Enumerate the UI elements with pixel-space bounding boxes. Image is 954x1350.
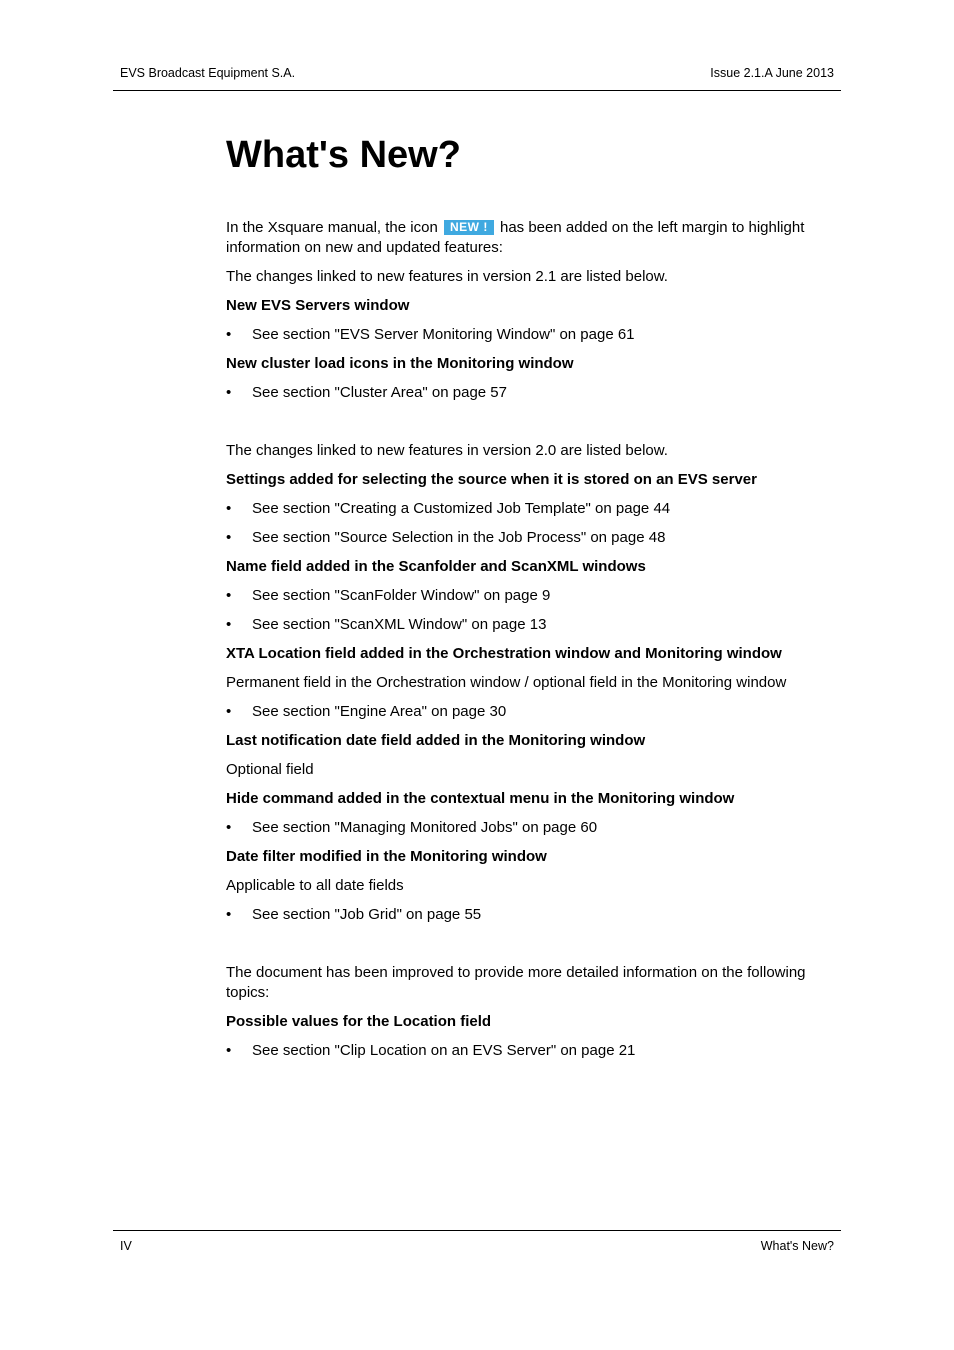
list-item: [226, 905, 826, 925]
page-footer: [113, 1230, 841, 1253]
bullet-icon: •: [226, 819, 232, 836]
list-item: [226, 383, 826, 403]
section-heading: Name field added in the Scanfolder and ScanXML windows: [226, 558, 646, 575]
list-item: [226, 1041, 826, 1061]
section-heading: New cluster load icons in the Monitoring window: [226, 355, 574, 372]
page-content: [226, 130, 826, 1070]
intro-paragraph: In the Xsquare manual, the icon NEW ! has been added on the left margin to highlight information on new and updated features:: [226, 219, 805, 256]
bullet-icon: •: [226, 587, 232, 604]
bullet-icon: •: [226, 529, 232, 546]
list-item: [226, 499, 826, 519]
new-badge-icon: NEW !: [444, 220, 494, 235]
improved-intro: The document has been improved to provide more detailed information on the following topics:: [226, 964, 806, 1001]
bullet-icon: •: [226, 703, 232, 720]
cross-reference-link[interactable]: See section "Managing Monitored Jobs" on page 60: [252, 819, 598, 836]
v20-intro: The changes linked to new features in version 2.0 are listed below.: [226, 442, 668, 459]
section-heading: XTA Location field added in the Orchestration window and Monitoring window: [226, 645, 782, 662]
section-heading: Date filter modified in the Monitoring window: [226, 848, 547, 865]
bullet-icon: •: [226, 906, 232, 923]
cross-reference-link[interactable]: See section "Clip Location on an EVS Server" on page 21: [252, 1042, 636, 1059]
section-heading: Possible values for the Location field: [226, 1013, 492, 1030]
bullet-icon: •: [226, 616, 232, 633]
section-heading: Settings added for selecting the source when it is stored on an EVS server: [226, 471, 757, 488]
spacer: [226, 412, 826, 441]
section-text: Permanent field in the Orchestration window / optional field in the Monitoring window: [226, 674, 787, 691]
cross-reference-link[interactable]: See section "Engine Area" on page 30: [252, 703, 507, 720]
list-item: [226, 528, 826, 548]
spacer: [226, 934, 826, 963]
page-title: What's New?: [226, 134, 461, 176]
v21-intro: The changes linked to new features in version 2.1 are listed below.: [226, 268, 668, 285]
bullet-icon: •: [226, 384, 232, 401]
footer-page-number: IV: [120, 1239, 132, 1253]
list-item: [226, 586, 826, 606]
header-company: EVS Broadcast Equipment S.A.: [120, 66, 296, 80]
bullet-icon: •: [226, 326, 232, 343]
section-heading: Hide command added in the contextual menu in the Monitoring window: [226, 790, 735, 807]
section-heading: New EVS Servers window: [226, 297, 410, 314]
list-item: [226, 615, 826, 635]
cross-reference-link[interactable]: See section "Job Grid" on page 55: [252, 906, 482, 923]
page-header: [113, 66, 841, 91]
section-text: Applicable to all date fields: [226, 877, 404, 894]
bullet-icon: •: [226, 1042, 232, 1059]
header-issue: Issue 2.1.A June 2013: [710, 66, 834, 80]
list-item: [226, 818, 826, 838]
list-item: [226, 702, 826, 722]
cross-reference-link[interactable]: See section "EVS Server Monitoring Window" on page 61: [252, 326, 635, 343]
cross-reference-link[interactable]: See section "ScanXML Window" on page 13: [252, 616, 547, 633]
section-text: Optional field: [226, 761, 314, 778]
list-item: [226, 325, 826, 345]
cross-reference-link[interactable]: See section "Source Selection in the Job Process" on page 48: [252, 529, 666, 546]
cross-reference-link[interactable]: See section "Creating a Customized Job Template" on page 44: [252, 500, 671, 517]
bullet-icon: •: [226, 500, 232, 517]
cross-reference-link[interactable]: See section "ScanFolder Window" on page 9: [252, 587, 551, 604]
section-heading: Last notification date field added in the Monitoring window: [226, 732, 646, 749]
footer-chapter: What's New?: [760, 1239, 834, 1253]
cross-reference-link[interactable]: See section "Cluster Area" on page 57: [252, 384, 507, 401]
